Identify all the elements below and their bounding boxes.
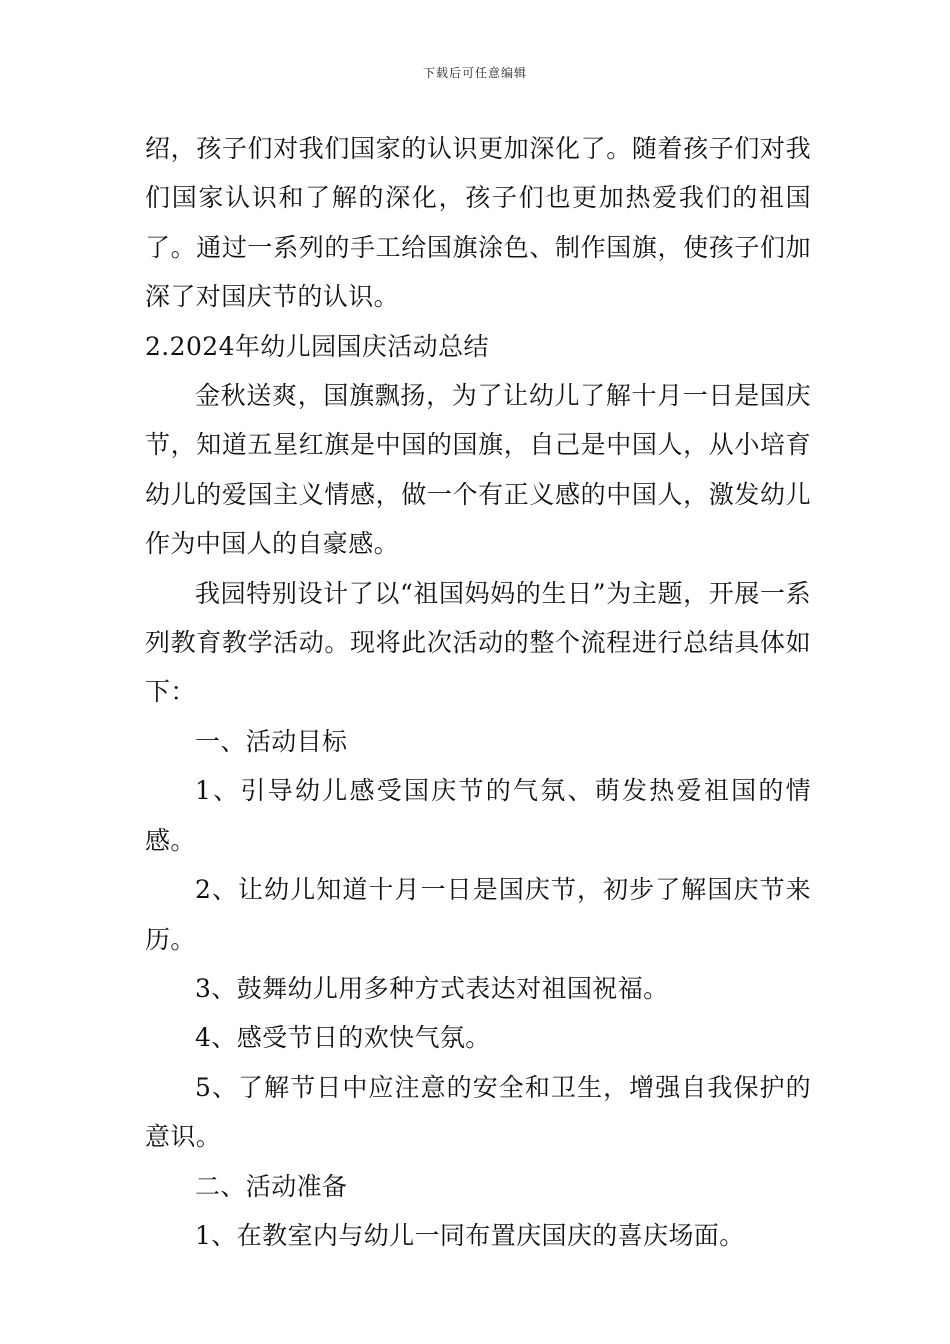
goal-item-1: 1、引导幼儿感受国庆节的气氛、萌发热爱祖国的情感。 xyxy=(145,776,811,855)
subheading-goals: 一、活动目标 xyxy=(195,726,348,756)
goal-item-5: 5、了解节日中应注意的安全和卫生，增强自我保护的意识。 xyxy=(145,1072,811,1152)
subheading-preparation: 二、活动准备 xyxy=(195,1171,348,1201)
paragraph-continuation: 绍，孩子们对我们国家的认识更加深化了。随着孩子们对我们国家认识和了解的深化，孩子们也更加热爱我们的祖国了。通过一系列的手工给国旗涂色、制作国旗，使孩子们加深了对国庆节的认识。 xyxy=(145,134,811,312)
preparation-item-1: 1、在教室内与幼儿一同布置庆国庆的喜庆场面。 xyxy=(195,1220,745,1250)
page-header-note: 下载后可任意编辑 xyxy=(422,66,527,80)
goal-item-2: 2、让幼儿知道十月一日是国庆节，初步了解国庆节来历。 xyxy=(145,875,811,954)
goal-item-4: 4、感受节日的欢快气氛。 xyxy=(195,1023,491,1053)
paragraph-theme: 我园特别设计了以“祖国妈妈的生日”为主题，开展一系列教育教学活动。现将此次活动的整个流程进行总结具体如下： xyxy=(145,578,811,707)
document-body xyxy=(145,124,811,1260)
section-heading: 2.2024年幼儿园国庆活动总结 xyxy=(145,331,489,361)
paragraph-intro: 金秋送爽，国旗飘扬，为了让幼儿了解十月一日是国庆节，知道五星红旗是中国的国旗，自己是中国人，从小培育幼儿的爱国主义情感，做一个有正义感的中国人，激发幼儿作为中国人的自豪感。 xyxy=(145,381,811,559)
goal-item-3: 3、鼓舞幼儿用多种方式表达对祖国祝福。 xyxy=(195,973,669,1003)
